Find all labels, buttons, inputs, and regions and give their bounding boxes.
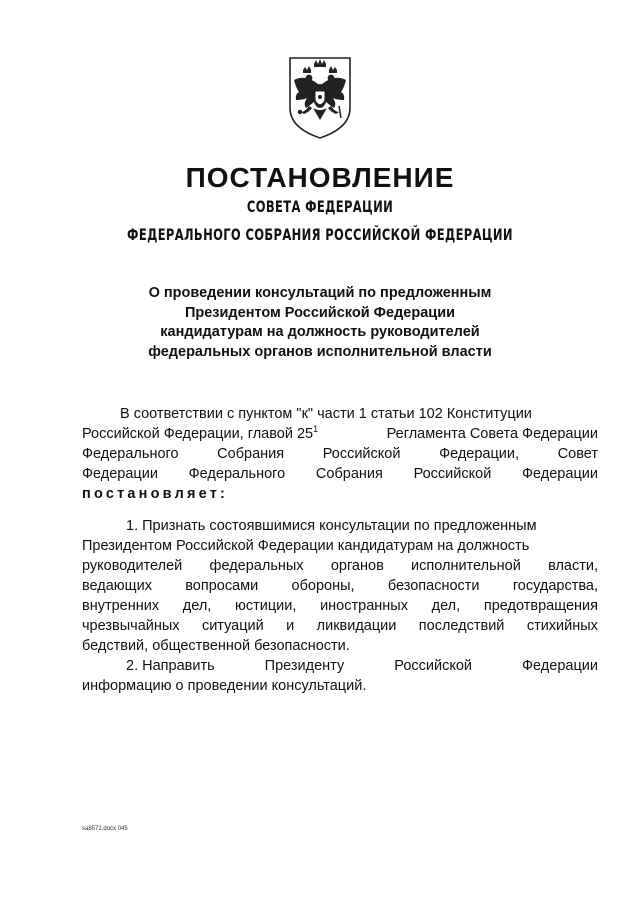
resolves-word: постановляет: — [82, 486, 229, 502]
item1-line-2: Президентом Российской Федерации кандидатурам на должность — [82, 538, 530, 554]
document-heading — [0, 284, 640, 362]
issuer-line-2: ФЕДЕРАЛЬНОГО СОБРАНИЯ РОССИЙСКОЙ ФЕДЕРАЦИИ — [127, 225, 513, 244]
document-type-title: ПОСТАНОВЛЕНИЕ — [185, 162, 455, 193]
heading-line: Президентом Российской Федерации — [184, 304, 456, 321]
heading-line: кандидатурам на должность руководителей — [160, 324, 480, 340]
heading-line: федеральных органов исполнительной власти — [148, 343, 492, 360]
preamble-line-2: Российской Федерации, главой $25^1$ Регламента Совета Федерации — [82, 424, 598, 442]
item1-line-4: ведающих вопросами обороны, безопасности государства, — [82, 578, 598, 594]
heading-line: О проведении консультаций по предложенным — [148, 285, 492, 301]
preamble-line-1: В соответствии с пунктом "к" части 1 статьи 102 Конституции — [120, 406, 532, 422]
issuer-line-1: СОВЕТА ФЕДЕРАЦИИ — [246, 197, 394, 216]
preamble-line-3: Федерального Собрания Российской Федерации, Совет — [82, 446, 598, 462]
item1-line-3: руководителей федеральных органов исполнительной власти, — [82, 558, 598, 574]
document-file-code: sa8571.docx 045 — [82, 826, 128, 832]
preamble-line-4: Федерации Федерального Собрания Российской Федерации — [82, 466, 598, 482]
coat-of-arms-icon — [287, 54, 353, 140]
item1-line-1: 1. Признать состоявшимися консультации по предложенным — [126, 518, 537, 534]
item2-line-2: информацию о проведении консультаций. — [82, 678, 367, 694]
item2-line-1: 2. Направить Президенту Российской Федерации — [126, 658, 598, 674]
item1-line-7: бедствий, общественной безопасности. — [82, 638, 350, 654]
item1-line-5: внутренних дел, юстиции, иностранных дел, предотвращения — [82, 598, 598, 614]
item1-line-6: чрезвычайных ситуаций и ликвидации последствий стихийных — [82, 618, 598, 634]
